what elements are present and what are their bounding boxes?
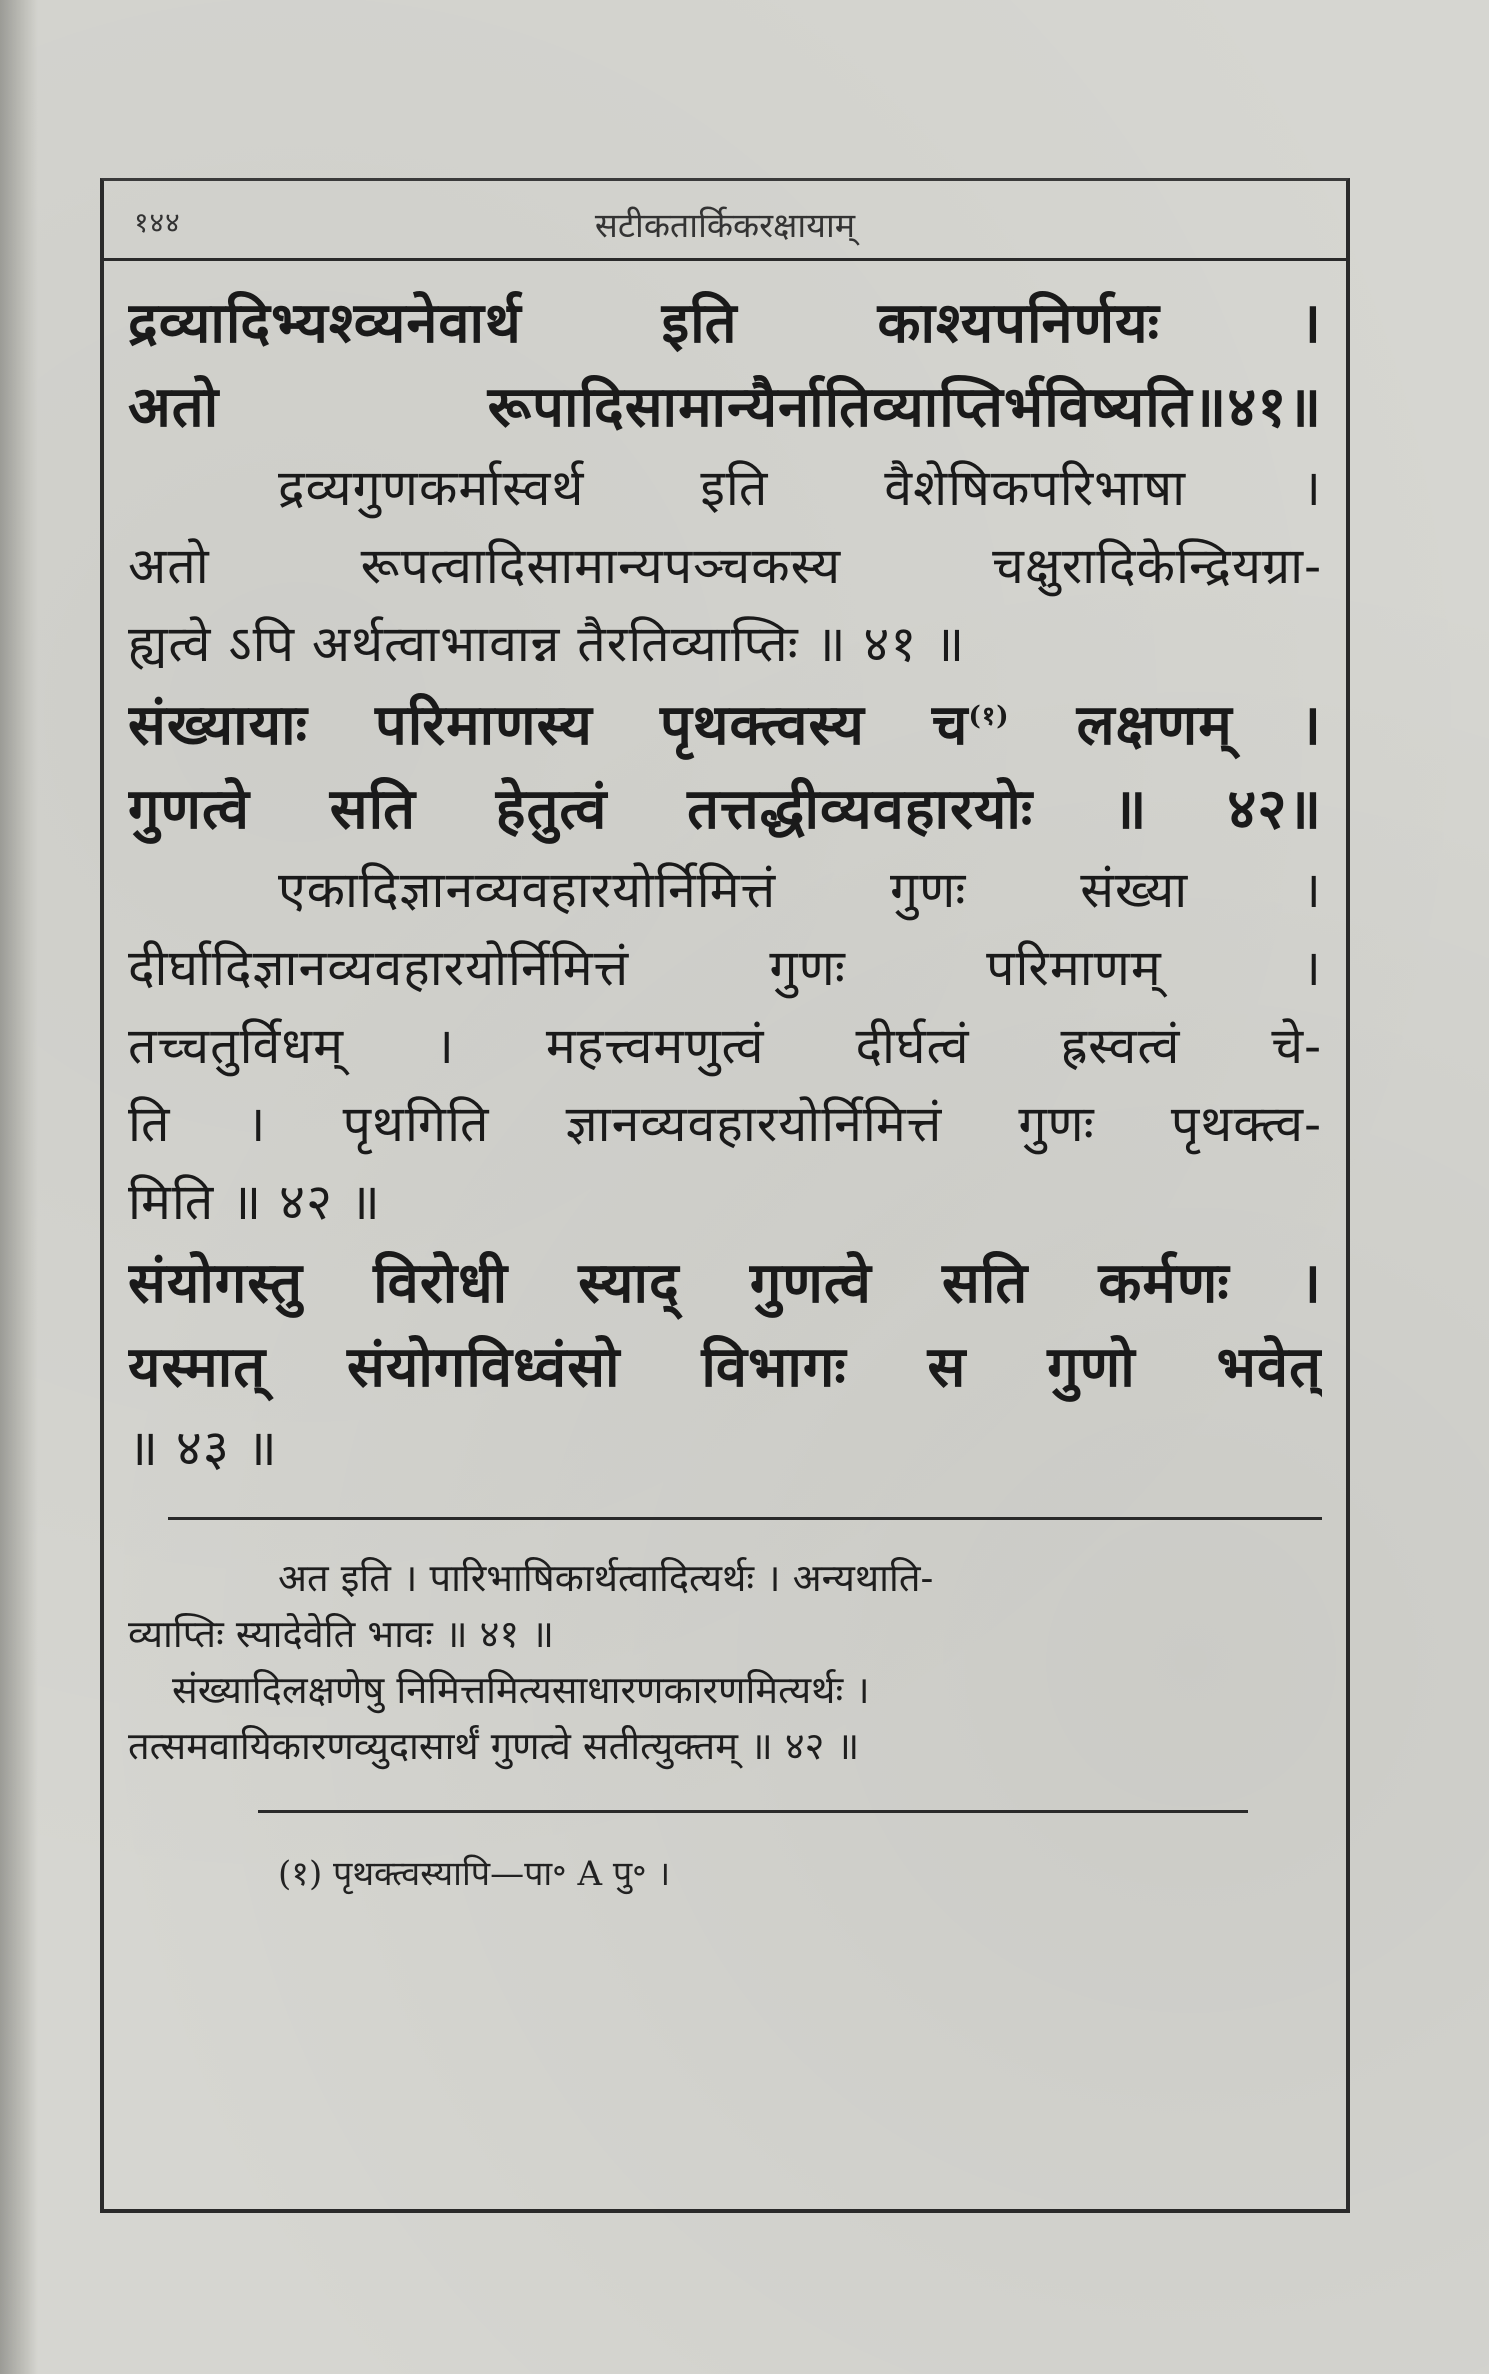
gloss-42-line-2: दीर्घादिज्ञानव्यवहारयोर्निमित्तं गुणः परिमाणम् ।	[128, 939, 1322, 997]
commentary-line-1: अत इति । पारिभाषिकार्थत्वादित्यर्थः । अन्यथाति-	[278, 1556, 934, 1600]
verse-43-line-1: संयोगस्तु विरोधी स्याद् गुणत्वे सति कर्मणः ।	[128, 1250, 1322, 1316]
gloss-42-line-3: तच्चतुर्विधम् । महत्त्वमणुत्वं दीर्घत्वं ह्रस्वत्वं चे-	[128, 1017, 1322, 1075]
footnote-marker: (१)	[968, 701, 1010, 732]
verse-42-line-2: गुणत्वे सति हेतुत्वं तत्तद्धीव्यवहारयोः ॥ ४२॥	[128, 776, 1322, 842]
gloss-41-line-3: ह्यत्वे ऽपि अर्थत्वाभावान्न तैरतिव्याप्तिः ॥ ४१ ॥	[128, 615, 966, 673]
commentary-line-3: संख्यादिलक्षणेषु निमित्तमित्यसाधारणकारणमित्यर्थः ।	[172, 1668, 870, 1712]
commentary-line-2: व्याप्तिः स्यादेवेति भावः ॥ ४१ ॥	[128, 1612, 555, 1656]
gloss-41-line-1: द्रव्यगुणकर्मास्वर्थ इति वैशेषिकपरिभाषा ।	[278, 459, 1322, 517]
verse-42-line-1	[128, 683, 1322, 767]
verse-42-line-1-end: लक्षणम् ।	[1009, 692, 1322, 758]
page-frame	[100, 178, 1350, 2213]
gloss-42-line-1: एकादिज्ञानव्यवहारयोर्निमित्तं गुणः संख्या ।	[278, 861, 1322, 919]
gloss-41-line-2: अतो रूपत्वादिसामान्यपञ्चकस्य चक्षुरादिकेन्द्रियग्रा-	[128, 537, 1322, 595]
footnote-divider	[258, 1810, 1248, 1813]
verse-43-line-2: यस्मात् संयोगविध्वंसो विभागः स गुणो भवेत्	[128, 1334, 1322, 1400]
verse-41-line-2: अतो रूपादिसामान्यैर्नातिव्याप्तिर्भविष्यति॥४१॥	[128, 374, 1322, 440]
text-commentary-divider	[168, 1517, 1322, 1520]
verse-42-line-1-text: संख्यायाः परिमाणस्य पृथक्त्वस्य च	[128, 692, 969, 758]
commentary-line-4: तत्समवायिकारणव्युदासार्थं गुणत्वे सतीत्युक्तम् ॥ ४२ ॥	[128, 1724, 860, 1768]
gloss-42-line-4: ति । पृथगिति ज्ञानव्यवहारयोर्निमित्तं गुणः पृथक्त्व-	[128, 1095, 1322, 1153]
page-number: १४४	[134, 206, 181, 239]
page-header	[104, 181, 1346, 261]
footnote: (१) पृथक्त्वस्यापि—पा॰ A पु॰ ।	[278, 1854, 671, 1894]
running-title: सटीकतार्किकरक्षायाम्	[594, 206, 856, 246]
verse-41-line-1: द्रव्यादिभ्यश्व्यनेवार्थ इति काश्यपनिर्णयः ।	[128, 290, 1322, 356]
main-text	[128, 281, 1322, 1899]
gloss-42-line-5: मिति ॥ ४२ ॥	[128, 1173, 381, 1231]
verse-43-line-3: ॥ ४३ ॥	[128, 1419, 278, 1477]
page-gutter-shadow	[0, 0, 38, 2374]
